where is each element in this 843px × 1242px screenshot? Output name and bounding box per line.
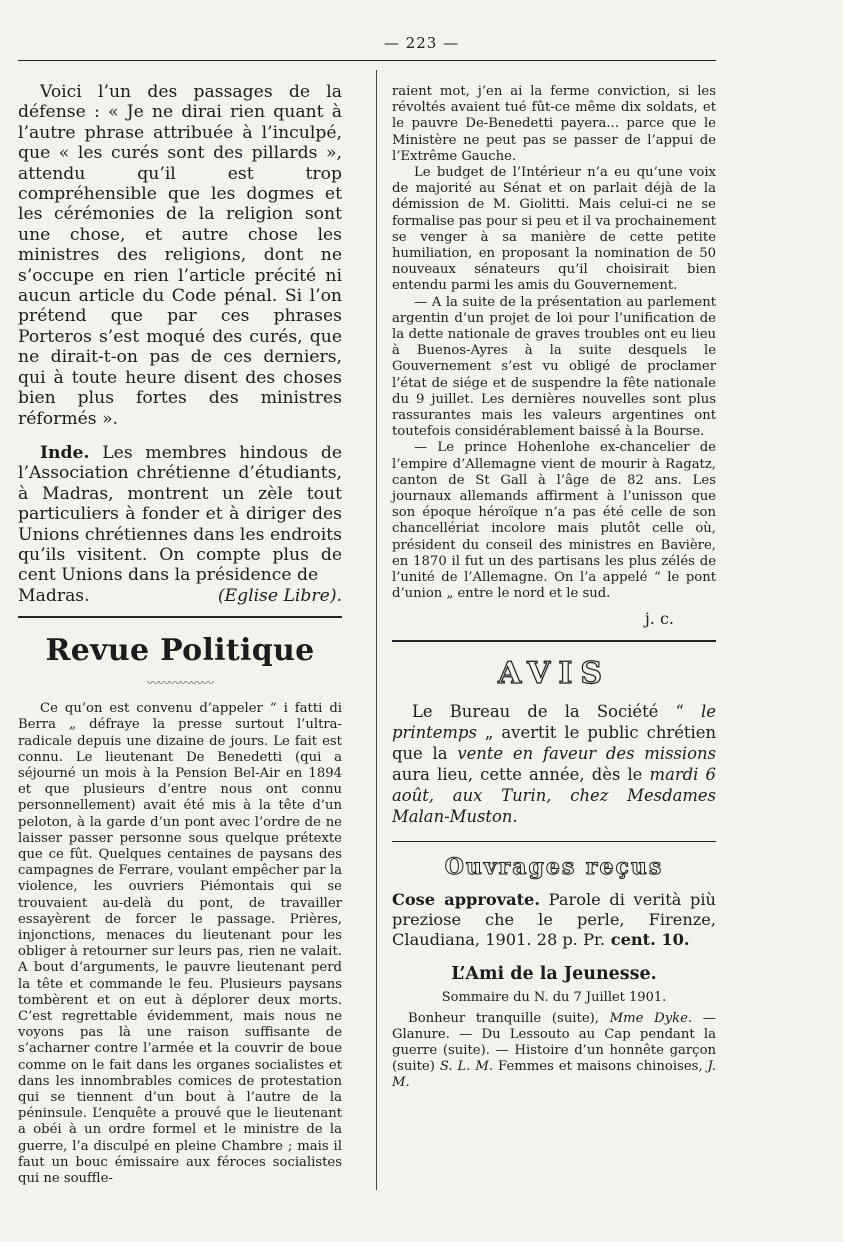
ouvrages-heading: Ouvrages reçus	[444, 853, 664, 880]
inde-source: (Eglise Libre).	[217, 585, 342, 606]
journal-author-1: Mme Dyke.	[609, 1010, 693, 1026]
right-column	[392, 84, 716, 1092]
journal-item-c: Femmes et maisons chinoises,	[493, 1059, 708, 1075]
inde-source-row	[18, 586, 342, 606]
avis-rule	[392, 640, 716, 642]
heading-ornament: 〰〰〰〰〰〰	[146, 676, 213, 691]
left-column	[18, 82, 342, 1187]
book-details: Parole di verità più preziose che le perle, Firenze, Claudiana, 1901. 28 p. Pr.	[392, 889, 716, 949]
journal-item-a: Bonheur tranquille (suite),	[408, 1010, 610, 1026]
ouvrages-rule	[392, 841, 716, 842]
section-rule	[18, 616, 342, 618]
revue-politique-heading: Revue Politique	[45, 633, 315, 669]
avis-paragraph	[392, 701, 716, 827]
column-divider	[376, 70, 377, 1190]
inde-paragraph	[18, 443, 342, 586]
journal-title: L’Ami de la Jeunesse.	[451, 963, 657, 984]
avis-text-a: Le Bureau de la Société “	[412, 701, 702, 721]
book-price: cent. 10.	[605, 929, 690, 949]
avis-text-c: aura lieu, cette année, dès le	[392, 764, 650, 784]
author-initials: j. c.	[644, 608, 674, 628]
avis-text-b: „ avertit le public chrétien que la	[392, 722, 716, 763]
budget-paragraph: Le budget de l’Intérieur n’a eu qu’une voix de majorité au Sénat et on parlait déjà de la démission de M. Giolitti. Mais celui-ci ne se formalise pas pour si peu et il va prochainement se venger à sa manière de cette petite humiliation, en proposant la nomination de 50 nouveaux sénateurs qu’il choisirait bien entendu parmi les amis du Gouvernement.	[392, 165, 716, 294]
avis-heading: AVIS	[497, 655, 611, 691]
book-title: Cose approvate.	[392, 889, 540, 909]
journal-item-b: — Glanure. — Du Lessouto au Cap pendant la guerre (suite). — Histoire d’un honnête garçon (suite)	[392, 1010, 716, 1075]
avis-date-place: mardi 6 août, aux Turin, chez Mesdames Malan-Muston.	[392, 764, 716, 826]
inde-text: Les membres hindous de l’Association chrétienne d’étudiants, à Madras, montrent un zèle tout particuliers à fonder et à diriger des Unions chrétiennes dans les endroits qu’ils visitent. On compte plus de cent Unions dans la présidence de	[18, 442, 342, 586]
argentine-paragraph: — A la suite de la présentation au parlement argentin d’un projet de loi pour l’unification de la dette nationale de graves troubles ont eu lieu à Buenos-Ayres à la suite desquels le Gouvernement s’est vu obligé de proclamer l’état de siége et de suspendre la fête nationale du 9 juillet. Les dernières nouvelles sont plus rassurantes mais les valeurs argentines ont toutefois considérablement baissé à la Bourse.	[392, 294, 716, 440]
journal-author-2: S. L. M.	[439, 1059, 494, 1075]
journal-contents	[392, 1011, 716, 1092]
inde-last-word: Madras.	[18, 585, 90, 606]
journal-summary-line: Sommaire du N. du 7 Juillet 1901.	[441, 989, 667, 1005]
avis-society-name: le printemps	[392, 701, 716, 742]
page-number: — 223 —	[383, 34, 460, 52]
hohenlohe-paragraph: — Le prince Hohenlohe ex-chancelier de l’empire d’Allemagne vient de mourir à Ragatz, canton de St Gall à l’âge de 82 ans. Les journaux allemands affirment à l’unisson que son époque héroïque n’a pas été celle de son chancellériat incolore mais plutôt celle où, président du conseil des ministres en Bavière, en 1870 il fut un des partisans les plus zélés de l’unité de l’Allemagne. On l’a appelé “ le pont d’union „ entre le nord et le sud.	[392, 440, 716, 602]
inde-lead: Inde.	[40, 442, 90, 463]
header-rule	[18, 60, 716, 61]
journal-author-3: J. M.	[392, 1059, 716, 1091]
avis-event: vente en faveur des missions	[457, 743, 716, 763]
continuation-paragraph: raient mot, j’en ai la ferme conviction, si les révoltés avaient tué fût-ce même dix soldats, et le pauvre De-Benedetti payera... parce que le Ministère ne peut pas se passer de l’appui de l’Extrême Gauche.	[392, 84, 716, 164]
defense-paragraph: Voici l’un des passages de la défense : « Je ne dirai rien quant à l’autre phrase attribuée à l’inculpé, que « les curés sont des pillards », attendu qu’il est trop compréhensible que les dogmes et les cérémonies de la religion sont une chose, et autre chose les ministres des religions, dont ne s’occupe en rien l’article précité ni aucun article du Code pénal. Si l’on prétend que par ces phrases Porteros s’est moqué des curés, que ne dirait-t-on pas de ces derniers, qui à toute heure disent des choses bien plus fortes des ministres réformés ».	[18, 82, 342, 429]
revue-paragraph: Ce qu’on est convenu d’appeler “ i fatti di Berra „ défraye la presse surtout l’ultra-radicale depuis une dizaine de jours. Le fait est connu. Le lieutenant De Benedetti (qui a séjourné un mois à la Pension Bel-Air en 1894 et que plusieurs d’entre nous ont connu personnellement) avait été mis à la tête d’un peloton, à la garde d’un pont avec l’ordre de ne laisser passer personne sous quelque prétexte que ce fût. Quelques centaines de paysans des campagnes de Ferrare, voulant empêcher par la violence, les ouvriers Piémontais qui se trouvaient au-delà du pont, de travailler essayèrent de forcer le passage. Prières, injonctions, menaces du lieutenant pour les obliger à retourner sur leurs pas, rien ne valait. A bout d’arguments, le pauvre lieutenant perd la tête et commande le feu. Plusieurs paysans tombèrent et on eut à déplorer deux morts. C’est regrettable évidemment, mais nous ne voyons pas là une raison suffisante de s’acharner contre l’armée et la couvrir de boue comme on le fait dans les organes socialistes et dans les innombrables comices de protestation qui se tiennent d’un bout à l’autre de la péninsule. L’enquête a prouvé que le lieutenant a obéi à un ordre formel et le ministre de la guerre, l’a disculpé en pleine Chambre ; mais il faut un bouc émissaire aux féroces socialistes qui ne souffle-	[18, 701, 342, 1187]
book-entry	[392, 890, 716, 950]
